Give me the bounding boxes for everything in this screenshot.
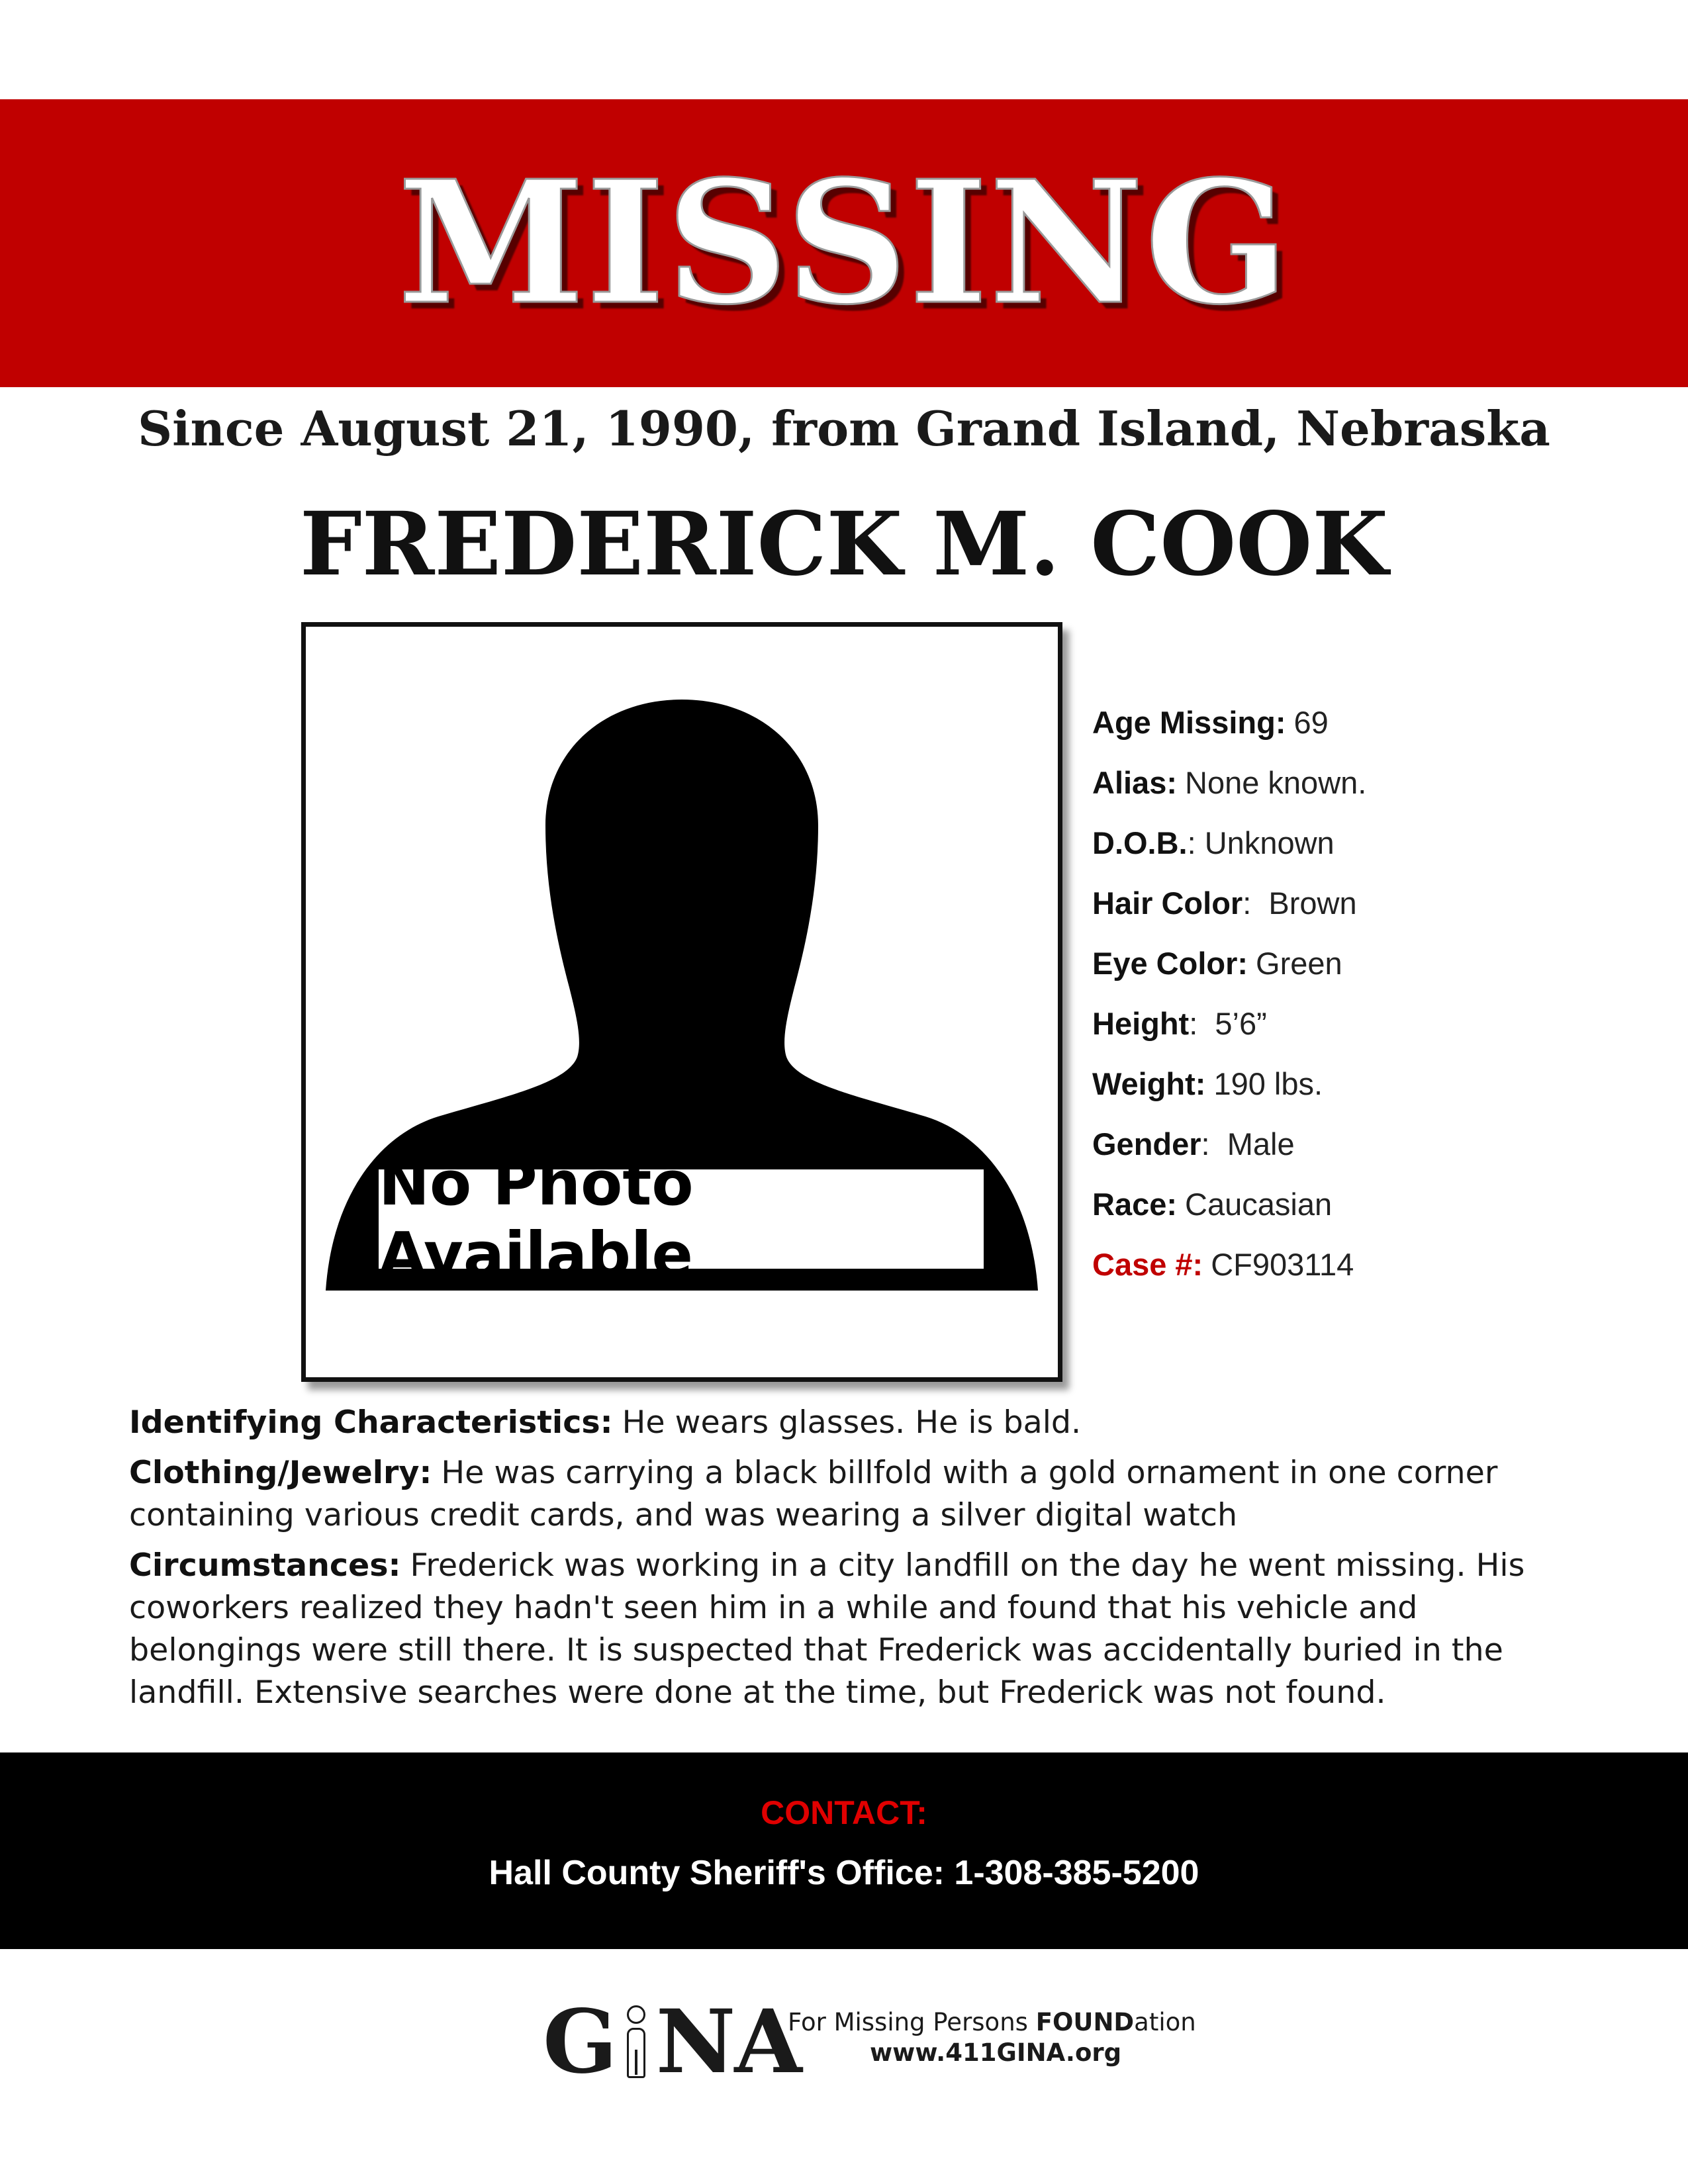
- detail-value: : Male: [1201, 1126, 1295, 1161]
- details-list: [1092, 698, 1662, 1300]
- detail-label: Gender: [1092, 1126, 1201, 1161]
- tagline-strong: FOUND: [1035, 2008, 1135, 2036]
- foundation-line: [788, 2007, 1196, 2038]
- gina-person-i-icon: [619, 2005, 653, 2078]
- identifying-characteristics: [129, 1402, 1572, 1444]
- identifying-label: Identifying Characteristics:: [129, 1404, 613, 1441]
- gina-letter-g: G: [543, 1990, 616, 2093]
- circumstances-text: Frederick was working in a city landfill on the day he went missing. His coworkers realized they hadn't seen him in a while and found that his vehicle and belongings were still there. It is suspected that Frederick was accidentally buried in the landfill. Extensive searches were done at the time, but Frederick was not found.: [129, 1547, 1525, 1711]
- circumstances: [129, 1545, 1572, 1714]
- detail-value: None known.: [1185, 765, 1367, 800]
- no-photo-label: No Photo Available: [379, 1169, 984, 1269]
- detail-label: Age Missing:: [1092, 705, 1286, 740]
- detail-row-case-number: [1092, 1240, 1662, 1300]
- gina-letters-na: NA: [655, 1990, 801, 2093]
- tagline-prefix: For Missing Persons: [788, 2008, 1036, 2036]
- detail-row-weight: [1092, 1060, 1662, 1120]
- photo-frame: [301, 622, 1062, 1382]
- detail-value: : Unknown: [1187, 825, 1335, 860]
- detail-value: : Brown: [1243, 886, 1357, 921]
- missing-since-line: Since August 21, 1990, from Grand Island, Nebraska: [138, 400, 1550, 457]
- detail-row-age-missing: [1092, 698, 1662, 758]
- detail-value: : 5’6”: [1189, 1006, 1267, 1041]
- missing-banner: [0, 99, 1688, 387]
- detail-label: Eye Color:: [1092, 946, 1248, 981]
- detail-label: Race:: [1092, 1187, 1178, 1222]
- detail-value: Green: [1256, 946, 1342, 981]
- detail-value: Caucasian: [1185, 1187, 1333, 1222]
- tagline-suffix: ation: [1134, 2008, 1196, 2036]
- identifying-text: He wears glasses. He is bald.: [622, 1404, 1082, 1441]
- detail-label: Weight:: [1092, 1066, 1206, 1101]
- contact-bar: [0, 1752, 1688, 1949]
- person-name: FREDERICK M. COOK: [299, 493, 1389, 596]
- website-link[interactable]: www.411GINA.org: [870, 2038, 1122, 2067]
- detail-row-alias: [1092, 758, 1662, 819]
- detail-row-gender: [1092, 1120, 1662, 1180]
- detail-value: CF903114: [1211, 1247, 1354, 1282]
- detail-label: D.O.B.: [1092, 825, 1188, 860]
- detail-value: 190 lbs.: [1213, 1066, 1323, 1101]
- clothing-text: He was carrying a black billfold with a gold ornament in one corner containing various credit cards, and was wearing a silver digital watch: [129, 1455, 1498, 1533]
- contact-info: Hall County Sheriff's Office: 1-308-385-5200: [489, 1854, 1199, 1892]
- detail-label: Height: [1092, 1006, 1190, 1041]
- foundation-tagline: [788, 2007, 1196, 2068]
- detail-row-hair-color: [1092, 879, 1662, 939]
- gina-wordmark: [543, 1989, 801, 2095]
- banner-title: MISSING: [397, 144, 1291, 342]
- circumstances-label: Circumstances:: [129, 1547, 401, 1584]
- detail-row-dob: [1092, 819, 1662, 879]
- detail-row-race: [1092, 1180, 1662, 1240]
- detail-label: Case #:: [1092, 1247, 1203, 1282]
- detail-row-eye-color: [1092, 939, 1662, 999]
- contact-heading: CONTACT:: [761, 1794, 927, 1831]
- detail-row-height: [1092, 999, 1662, 1060]
- detail-label: Hair Color: [1092, 886, 1243, 921]
- detail-value: 69: [1293, 705, 1329, 740]
- narrative-section: [129, 1402, 1572, 1722]
- gina-logo: [543, 1989, 1196, 2095]
- detail-label: Alias:: [1092, 765, 1177, 800]
- clothing-jewelry: [129, 1452, 1572, 1537]
- clothing-label: Clothing/Jewelry:: [129, 1455, 432, 1491]
